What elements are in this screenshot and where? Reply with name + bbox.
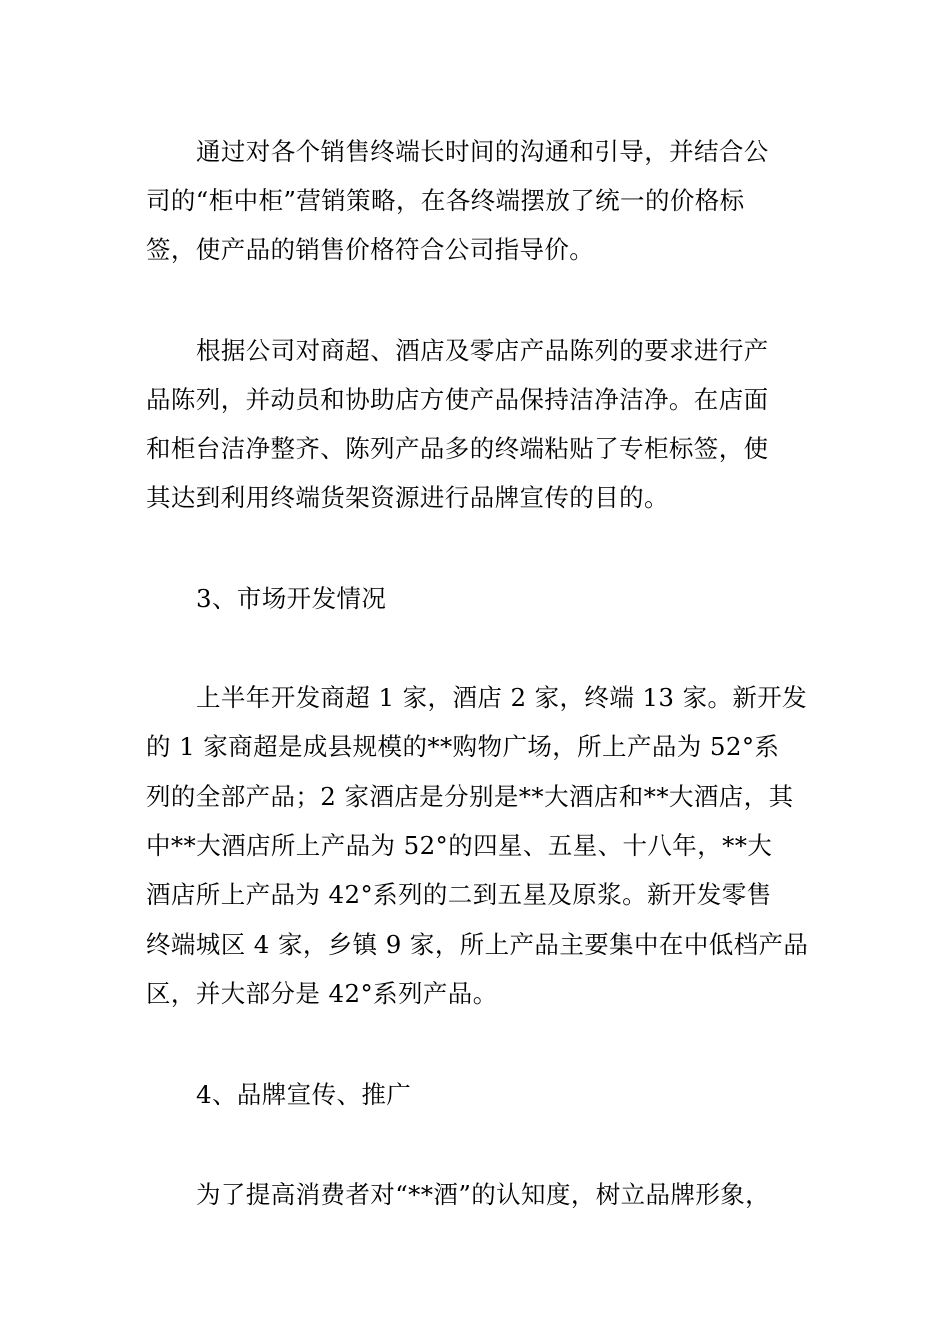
section-heading: 3、市场开发情况 [196, 584, 387, 613]
paragraph-line: 品陈列，并动员和协助店方使产品保持洁净洁净。在店面 [146, 385, 769, 414]
paragraph-line: 为了提高消费者对“**酒”的认知度，树立品牌形象， [196, 1180, 771, 1209]
paragraph-line: 和柜台洁净整齐、陈列产品多的终端粘贴了专柜标签，使 [146, 434, 769, 463]
paragraph-line: 终端城区 4 家，乡镇 9 家，所上产品主要集中在中低档产品 [146, 930, 809, 959]
paragraph-line: 的 1 家商超是成县规模的**购物广场，所上产品为 52°系 [146, 732, 780, 761]
paragraph-line: 根据公司对商超、酒店及零店产品陈列的要求进行产 [196, 336, 769, 365]
section-heading: 4、品牌宣传、推广 [196, 1080, 412, 1109]
paragraph-line: 签，使产品的销售价格符合公司指导价。 [146, 235, 595, 264]
paragraph-line: 上半年开发商超 1 家，酒店 2 家，终端 13 家。新开发 [196, 683, 808, 712]
paragraph-line: 区，并大部分是 42°系列产品。 [146, 979, 498, 1008]
paragraph-line: 司的“柜中柜”营销策略，在各终端摆放了统一的价格标 [146, 186, 745, 215]
paragraph-line: 通过对各个销售终端长时间的沟通和引导，并结合公 [196, 137, 769, 166]
paragraph-line: 酒店所上产品为 42°系列的二到五星及原浆。新开发零售 [146, 880, 772, 909]
paragraph-line: 中**大酒店所上产品为 52°的四星、五星、十八年，**大 [146, 831, 773, 860]
paragraph-line: 列的全部产品；2 家酒店是分别是**大酒店和**大酒店，其 [146, 782, 794, 811]
paragraph-line: 其达到利用终端货架资源进行品牌宣传的目的。 [146, 483, 669, 512]
